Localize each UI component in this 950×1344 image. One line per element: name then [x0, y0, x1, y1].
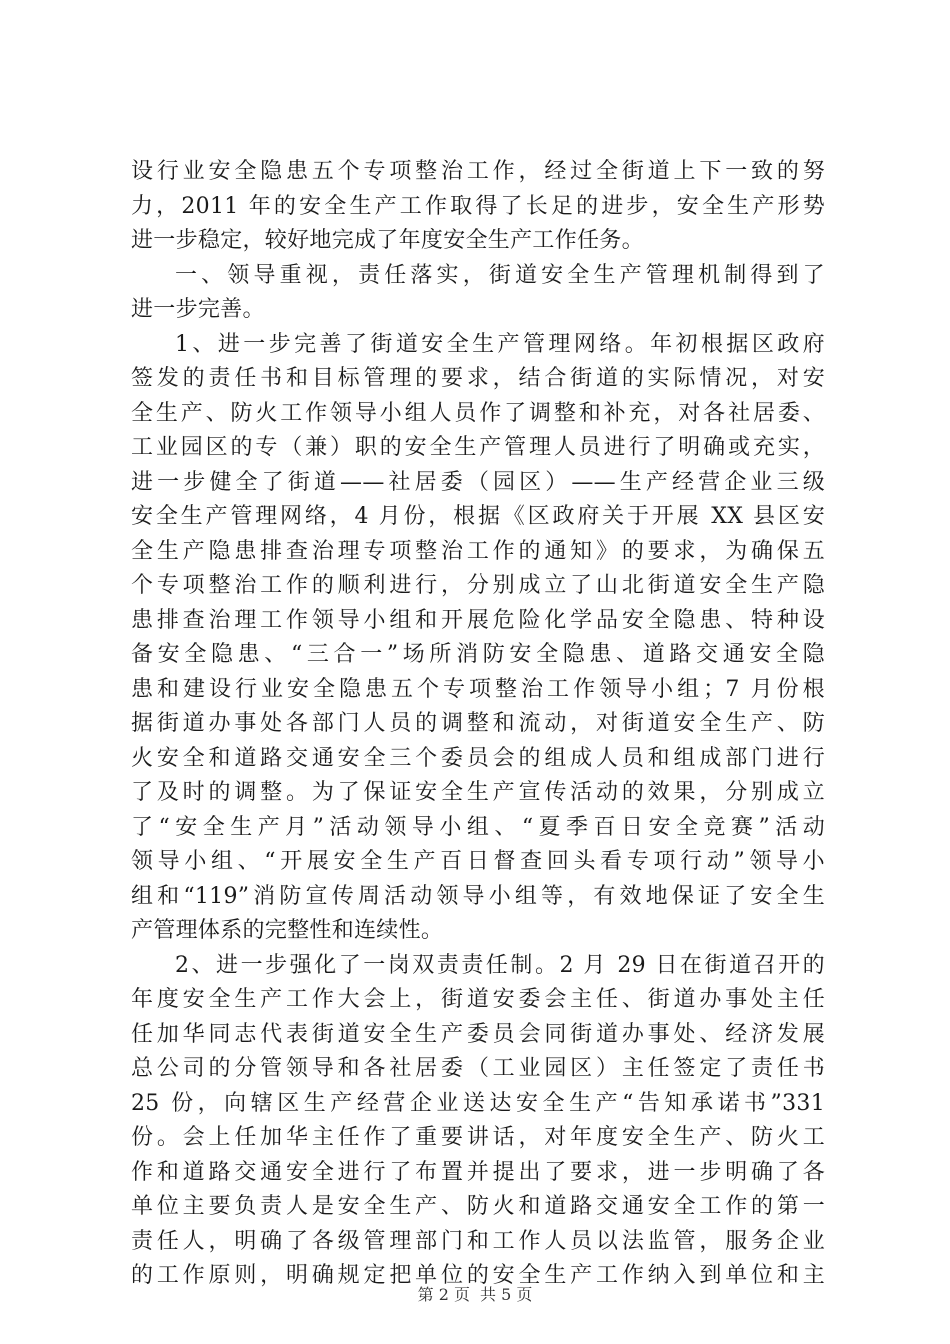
text-line: 患排查治理工作领导小组和开展危险化学品安全隐患、特种设: [131, 607, 825, 633]
text-line: 全生产隐患排查治理专项整治工作的通知》的要求，为确保五: [131, 538, 825, 564]
text-line: 作和道路交通安全进行了布置并提出了要求，进一步明确了各: [131, 1159, 825, 1185]
page-footer: [0, 1282, 950, 1305]
text-line: 进一步健全了街道——社居委（园区）——生产经营企业三级: [131, 469, 825, 495]
text-line: 2、进一步强化了一岗双责责任制。2 月 29 日在街道召开的: [175, 952, 825, 978]
text-line: 患和建设行业安全隐患五个专项整治工作领导小组；7 月份根: [131, 676, 825, 702]
text-line: 了及时的调整。为了保证安全生产宣传活动的效果，分别成立: [131, 780, 825, 805]
text-line: 任加华同志代表街道安全生产委员会同街道办事处、经济发展: [131, 1021, 825, 1047]
text-line: 产管理体系的完整性和连续性。: [131, 918, 444, 943]
text-line: 组和“119”消防宣传周活动领导小组等，有效地保证了安全生: [131, 883, 825, 909]
text-line: 力，2011 年的安全生产工作取得了长足的进步，安全生产形势: [131, 193, 825, 219]
text-line: 签发的责任书和目标管理的要求，结合街道的实际情况，对安: [131, 366, 825, 391]
text-line: 工业园区的专（兼）职的安全生产管理人员进行了明确或充实，: [131, 435, 825, 460]
text-line: 火安全和道路交通安全三个委员会的组成人员和组成部门进行: [131, 745, 825, 771]
text-line: 据街道办事处各部门人员的调整和流动，对街道安全生产、防: [131, 711, 825, 736]
text-line: 进一步稳定，较好地完成了年度安全生产工作任务。: [131, 228, 644, 253]
text-line: 25 份，向辖区生产经营企业送达安全生产“告知承诺书”331: [131, 1090, 825, 1116]
text-line: 单位主要负责人是安全生产、防火和道路交通安全工作的第一: [131, 1194, 825, 1219]
page-total: 共 5 页: [480, 1285, 533, 1304]
text-line: 备安全隐患、“三合一”场所消防安全隐患、道路交通安全隐: [131, 642, 825, 667]
page-number: 第 2 页: [417, 1285, 470, 1304]
text-line: 年度安全生产工作大会上，街道安委会主任、街道办事处主任: [131, 987, 825, 1012]
text-line: 总公司的分管领导和各社居委（工业园区）主任签定了责任书: [131, 1056, 825, 1081]
text-line: 设行业安全隐患五个专项整治工作，经过全街道上下一致的努: [131, 159, 825, 184]
text-line: 进一步完善。: [131, 297, 265, 322]
text-line: 的工作原则，明确规定把单位的安全生产工作纳入到单位和主: [131, 1263, 825, 1288]
text-line: 领导小组、“开展安全生产百日督查回头看专项行动”领导小: [131, 849, 825, 874]
text-line: 一、领导重视，责任落实，街道安全生产管理机制得到了: [175, 262, 825, 288]
text-line: 1、进一步完善了街道安全生产管理网络。年初根据区政府: [175, 331, 825, 357]
text-line: 个专项整治工作的顺利进行，分别成立了山北街道安全生产隐: [131, 573, 825, 598]
text-line: 份。会上任加华主任作了重要讲话，对年度安全生产、防火工: [131, 1125, 825, 1150]
text-line: 全生产、防火工作领导小组人员作了调整和补充，对各社居委、: [131, 400, 825, 426]
text-line: 责任人，明确了各级管理部门和工作人员以法监管，服务企业: [131, 1228, 825, 1254]
text-line: 安全生产管理网络，4 月份，根据《区政府关于开展 XX 县区安: [131, 504, 825, 529]
document-body: [131, 155, 825, 1294]
text-line: 了“安全生产月”活动领导小组、“夏季百日安全竞赛”活动: [131, 814, 825, 840]
